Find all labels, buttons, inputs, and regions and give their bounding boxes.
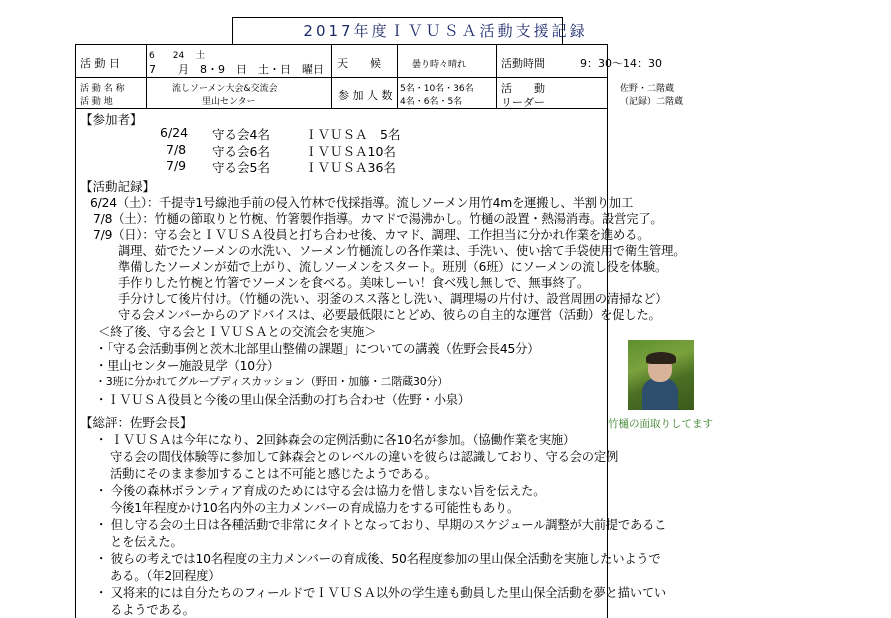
date-value-row2: 7 月 8・9 日 土・日 曜日 xyxy=(149,63,324,76)
date-label: 活 動 日 xyxy=(80,57,120,70)
record-line: ・里山センター施設見学（10分） xyxy=(95,359,280,373)
participant-count-row1: 5名・10名・36名 xyxy=(400,84,474,94)
record-line: 準備したソーメンが茹で上がり、流しソーメンをスタート。班別（6班）にソーメンの流し役を体験。 xyxy=(118,260,668,274)
leader-value-row2: （記録）二階蔵 xyxy=(620,97,684,107)
time-value: 9：30～14：30 xyxy=(580,57,662,70)
photo-caption: 竹樋の面取りしてます xyxy=(608,418,713,430)
activity-photo xyxy=(628,340,694,410)
record-line: ・3班に分かれてグループディスカッション（野田・加籐・二階蔵30分） xyxy=(95,375,449,388)
activity-site-label: 活 動 地 xyxy=(80,97,113,107)
title-box-right xyxy=(562,17,563,44)
activity-name-label: 活 動 名 称 xyxy=(80,84,125,94)
weather-value: 曇り時々晴れ xyxy=(412,60,467,70)
review-line: ・ 但し守る会の土日は各種活動で非常にタイトとなっており、早期のスケジュール調整が大前提であるこ xyxy=(95,518,667,532)
record-line: 6/24（土）：千提寺1号線池手前の侵入竹林で伐採指導。流しソーメン用竹4mを運搬し、半割り加工 xyxy=(90,196,634,210)
leader-label-row2: リーダー xyxy=(501,96,545,109)
participant-ivusa: ＩＶＵＳＡ 5名 xyxy=(305,127,401,142)
header-line-mid xyxy=(75,77,608,78)
review-line: ・ 又将来的には自分たちのフィールドでＩＶＵＳＡ以外の学生達も動員した里山保全活動を夢と描いてい xyxy=(95,586,667,600)
activity-name-value: 流しソーメン大会&交流会 xyxy=(172,84,278,94)
record-heading: 【活動記録】 xyxy=(80,179,156,194)
participant-date: 6/24 xyxy=(160,125,189,140)
record-line: ＜終了後、守る会とＩＶＵＳＡとの交流会を実施＞ xyxy=(98,325,377,339)
participant-ivusa: ＩＶＵＳＡ10名 xyxy=(305,144,396,159)
leader-value-row1: 佐野・二階蔵 xyxy=(620,84,675,94)
participant-group: 守る会5名 xyxy=(212,160,270,175)
review-line: ・ 彼らの考えでは10名程度の主力メンバーの育成後、50名程度参加の里山保全活動を実施したいようで xyxy=(95,552,661,566)
participant-date: 7/9 xyxy=(166,158,187,173)
record-line: 7/8（土）：竹樋の節取りと竹椀、竹箸製作指導。カマドで湯沸かし。竹樋の設置・熱湯消毒。設営完了。 xyxy=(93,212,663,226)
review-line: 守る会の間伐体験等に参加して鉢森会とのレベルの違いを彼らは認識しており、守る会の定例 xyxy=(110,450,619,464)
date-value-row1: 6 24 土 xyxy=(149,51,206,61)
review-line: ・ 今後の森林ボランティア育成のためには守る会は協力を惜しまない旨を伝えた。 xyxy=(95,484,546,498)
participants-heading: 【参加者】 xyxy=(80,112,143,127)
participant-count-row2: 4名・6名・5名 xyxy=(400,97,463,107)
record-line: ・ＩＶＵＳＡ役員と今後の里山保全活動の打ち合わせ（佐野・小泉） xyxy=(95,393,471,407)
record-line: 調理、茹でたソーメンの水洗い、ソーメン竹樋流しの各作業は、手洗い、使い捨て手袋使用で衛生管理。 xyxy=(118,244,686,258)
activity-site-value: 里山センター xyxy=(202,97,256,107)
title-box-left xyxy=(232,17,233,44)
review-line: 今後1年程度かけ10名内外の主力メンバーの育成協力をする可能性もあり。 xyxy=(110,501,520,515)
weather-label: 天 候 xyxy=(337,57,381,70)
participant-ivusa: ＩＶＵＳＡ36名 xyxy=(305,160,396,175)
record-line: ・「守る会活動事例と茨木北部里山整備の課題」についての講義（佐野会長45分） xyxy=(95,342,540,356)
document-title: 2017年度ＩＶＵＳＡ活動支援記録 xyxy=(303,22,588,40)
leader-label-row1: 活 動 xyxy=(501,82,545,95)
participant-date: 7/8 xyxy=(166,142,187,157)
form-border-left xyxy=(75,44,76,618)
record-line: 7/9（日）：守る会とＩＶＵＳＡ役員と打ち合わせ後、カマド、調理、工作担当に分かれ作業を進める。 xyxy=(93,228,650,242)
participant-count-label: 参 加 人 数 xyxy=(338,89,393,102)
review-line: るようである。 xyxy=(110,603,195,617)
review-heading: 【総評：佐野会長】 xyxy=(80,415,193,430)
participant-group: 守る会6名 xyxy=(212,144,270,159)
title-box-top xyxy=(232,17,562,18)
record-line: 手作りした竹椀と竹箸でソーメンを食べる。美味しーい！食べ残し無しで、無事終了。 xyxy=(118,276,589,290)
review-line: ・ ＩＶＵＳＡは今年になり、2回鉢森会の定例活動に各10名が参加。（協働作業を実施） xyxy=(95,433,576,447)
record-line: 守る会メンバーからのアドバイスは、必要最低限にとどめ、彼らの自主的な運営（活動）を促した。 xyxy=(118,308,661,322)
review-line: ある。（年2回程度） xyxy=(110,569,221,583)
record-line: 手分けして後片付け。（竹樋の洗い、羽釜のスス落とし洗い、調理場の片付け、設営周囲の清掃など） xyxy=(118,292,668,306)
review-line: 活動にそのまま参加することは不可能と感じたようである。 xyxy=(110,467,437,481)
review-line: とを伝えた。 xyxy=(110,535,183,549)
participant-group: 守る会4名 xyxy=(212,127,270,142)
time-label: 活動時間 xyxy=(501,57,545,70)
header-line-top xyxy=(75,44,608,45)
